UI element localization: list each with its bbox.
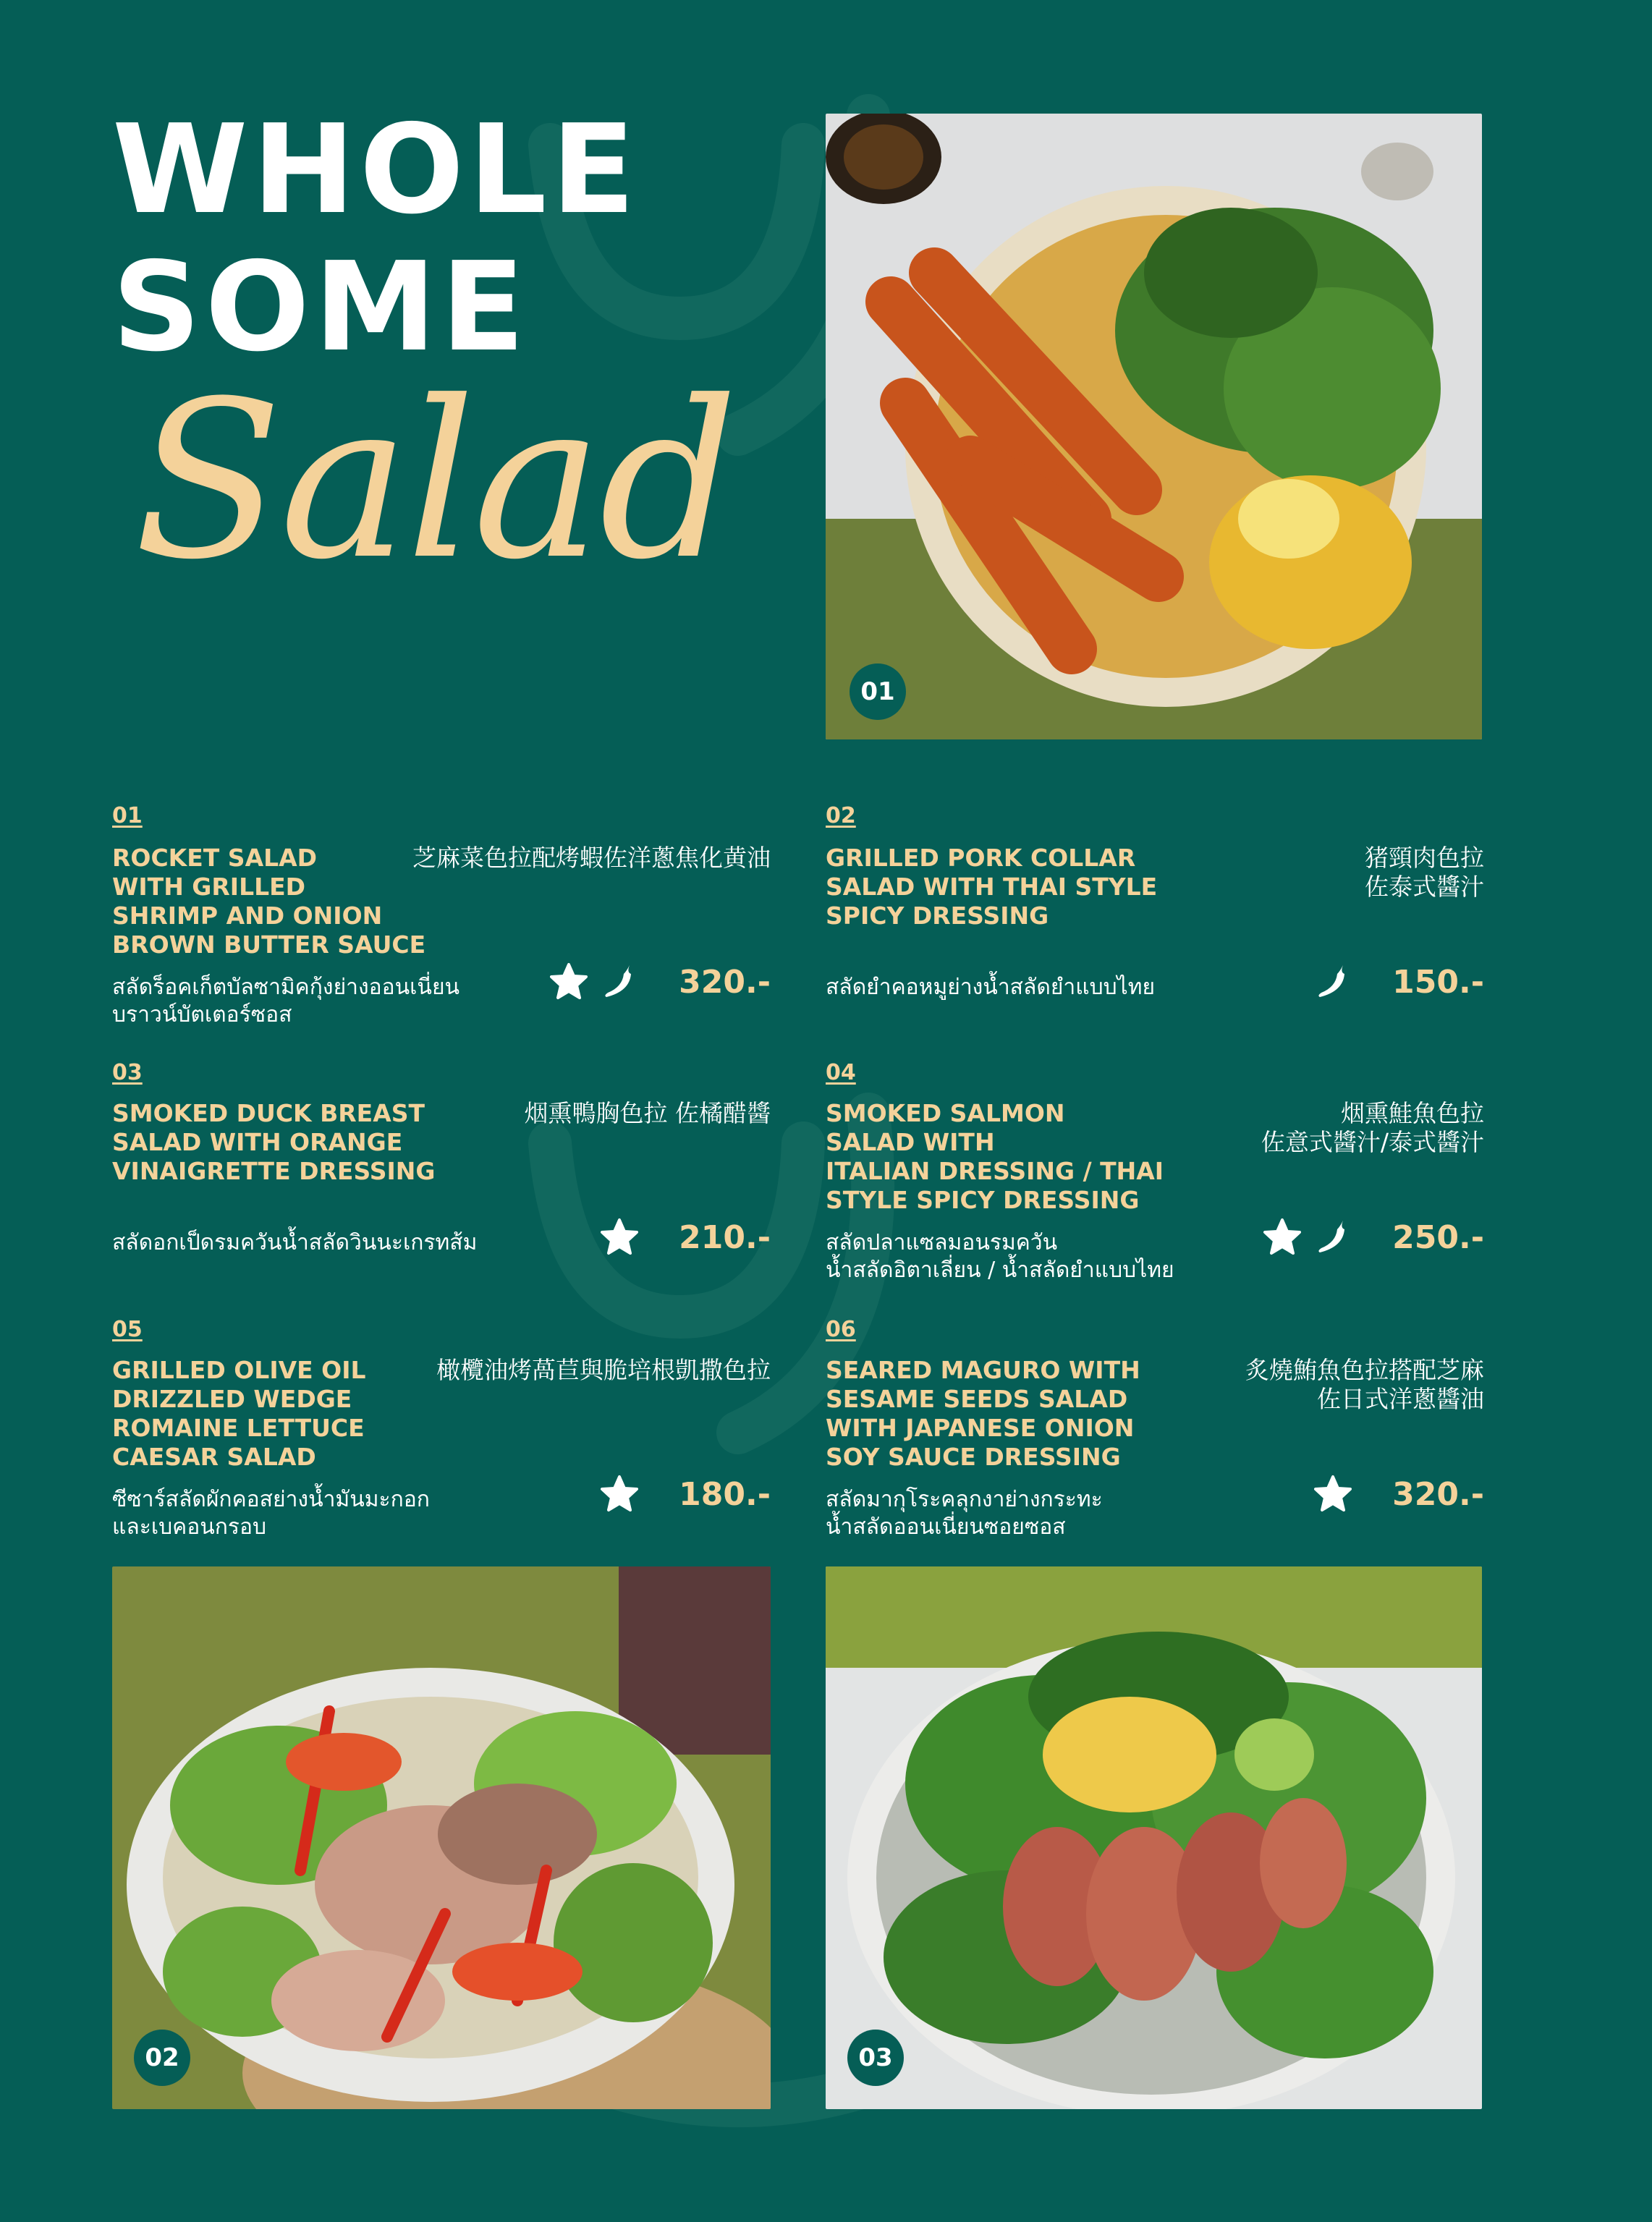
item-price: 250.- xyxy=(1392,1219,1484,1256)
item-name-zh: 芝麻菜色拉配烤蝦佐洋蔥焦化黄油 xyxy=(412,844,771,872)
item-icons xyxy=(601,1475,638,1512)
item-number: 05 xyxy=(112,1317,143,1342)
item-icons xyxy=(1314,1475,1352,1512)
chili-icon xyxy=(1314,962,1352,1000)
item-price: 180.- xyxy=(679,1476,771,1513)
item-name-en: SEARED MAGURO WITH SESAME SEEDS SALAD WITH JAPANESE ONION SOY SAUCE DRESSING xyxy=(826,1356,1140,1471)
item-number: 02 xyxy=(826,803,856,828)
item-icons xyxy=(1314,962,1352,1000)
item-number: 06 xyxy=(826,1317,856,1342)
item-price: 320.- xyxy=(679,964,771,1001)
menu-item xyxy=(112,1317,771,1563)
pork-salad-photo-icon xyxy=(112,1566,771,2109)
item-name-zh: 猪頸肉色拉 佐泰式醬汁 xyxy=(1365,844,1484,901)
title-line-2: SOME xyxy=(112,236,530,379)
title-script: Salad xyxy=(134,355,736,607)
menu-title xyxy=(112,98,763,651)
menu-item xyxy=(112,1060,771,1306)
item-name-zh: 炙燒鮪魚色拉搭配芝麻 佐日式洋蔥醬油 xyxy=(1245,1356,1484,1413)
item-name-en: ROCKET SALAD WITH GRILLED SHRIMP AND ONION BROWN BUTTER SAUCE xyxy=(112,844,426,959)
title-line-1: WHOLE xyxy=(112,98,640,242)
chili-icon xyxy=(1314,1218,1352,1255)
photo-badge: 01 xyxy=(850,663,906,720)
star-icon xyxy=(601,1218,638,1255)
star-icon xyxy=(1263,1218,1301,1255)
item-number: 01 xyxy=(112,803,143,828)
item-price: 210.- xyxy=(679,1219,771,1256)
item-name-en: GRILLED OLIVE OIL DRIZZLED WEDGE ROMAINE LETTUCE CAESAR SALAD xyxy=(112,1356,366,1471)
star-icon xyxy=(601,1475,638,1512)
photo-badge: 03 xyxy=(847,2030,904,2086)
item-number: 03 xyxy=(112,1060,143,1085)
menu-item xyxy=(112,803,771,1049)
item-icons xyxy=(601,1218,638,1255)
item-icons xyxy=(1263,1218,1352,1255)
photo-pork-salad xyxy=(112,1566,771,2109)
item-name-zh: 烟熏鴨胸色拉 佐橘醋醬 xyxy=(524,1099,771,1127)
item-name-th: ซีซาร์สลัดผักคอสย่างน้ำมันมะกอก และเบคอนกรอบ xyxy=(112,1487,430,1540)
menu-item xyxy=(826,1060,1484,1306)
item-name-en: SMOKED SALMON SALAD WITH ITALIAN DRESSING / THAI STYLE SPICY DRESSING xyxy=(826,1099,1164,1214)
photo-duck-salad xyxy=(826,1566,1482,2109)
star-icon xyxy=(1314,1475,1352,1512)
item-name-th: สลัดปลาแซลมอนรมควัน น้ำสลัดอิตาเลี่ยน / น้ำสลัดยำแบบไทย xyxy=(826,1230,1174,1283)
item-name-th: สลัดมากุโระคลุกงาย่างกระทะ น้ำสลัดออนเนี่ยนซอยซอส xyxy=(826,1487,1103,1540)
item-name-zh: 烟熏鮭魚色拉 佐意式醬汁/泰式醬汁 xyxy=(1261,1099,1484,1156)
photo-badge: 02 xyxy=(134,2030,190,2086)
item-name-th: สลัดอกเป็ดรมควันน้ำสลัดวินนะเกรทส้ม xyxy=(112,1230,478,1255)
star-icon xyxy=(550,962,588,1000)
item-name-en: SMOKED DUCK BREAST SALAD WITH ORANGE VINAIGRETTE DRESSING xyxy=(112,1099,436,1185)
item-price: 150.- xyxy=(1392,964,1484,1001)
chili-icon xyxy=(601,962,638,1000)
shrimp-salad-photo-icon xyxy=(826,114,1482,739)
item-number: 04 xyxy=(826,1060,856,1085)
item-price: 320.- xyxy=(1392,1476,1484,1513)
item-name-th: สลัดยำคอหมูย่างน้ำสลัดยำแบบไทย xyxy=(826,975,1156,1000)
item-icons xyxy=(550,962,638,1000)
item-name-zh: 橄欖油烤萵苣與脆培根凱撒色拉 xyxy=(436,1356,771,1384)
menu-item xyxy=(826,1317,1484,1563)
item-name-en: GRILLED PORK COLLAR SALAD WITH THAI STYLE SPICY DRESSING xyxy=(826,844,1158,930)
duck-salad-photo-icon xyxy=(826,1566,1482,2109)
photo-shrimp-salad xyxy=(826,114,1482,739)
menu-item xyxy=(826,803,1484,1049)
item-name-th: สลัดร็อคเก็ตบัลซามิคกุ้งย่างออนเนี่ยน บราวน์บัตเตอร์ซอส xyxy=(112,975,460,1027)
